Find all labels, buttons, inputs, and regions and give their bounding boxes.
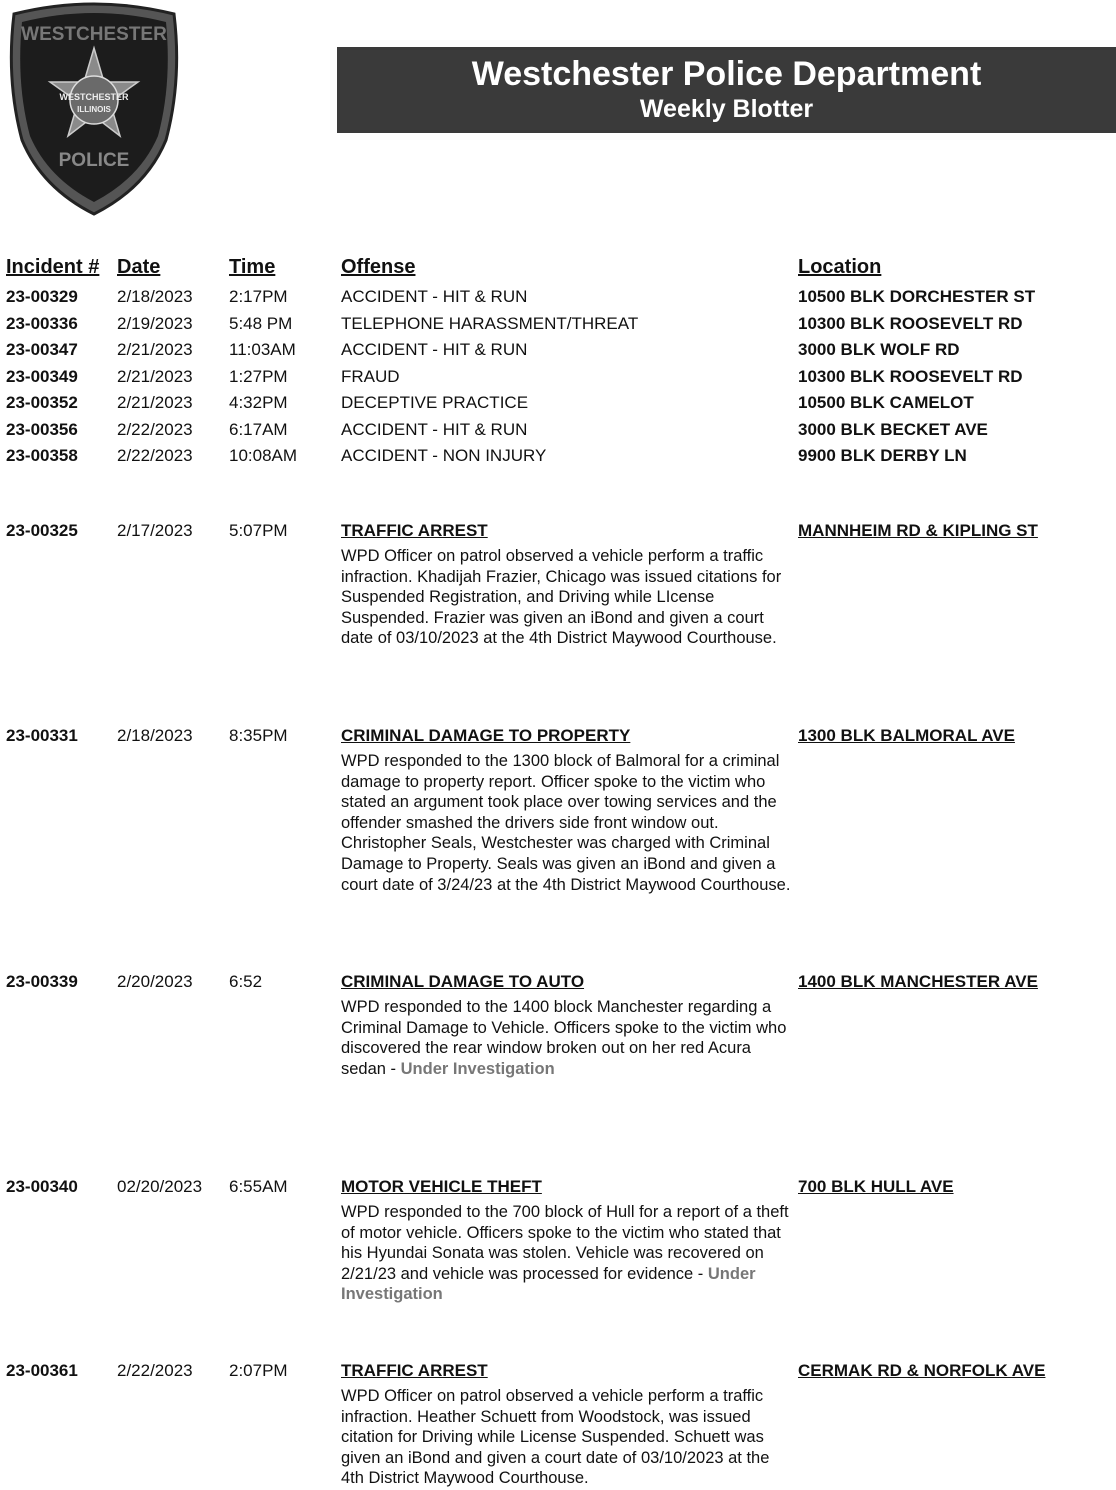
incident-narrative	[341, 1386, 791, 1489]
incident-location: 1400 BLK MANCHESTER AVE	[798, 972, 1038, 991]
incident-time: 2:17PM	[229, 287, 288, 306]
incident-location: 3000 BLK BECKET AVE	[798, 419, 988, 439]
incident-date: 2/22/2023	[117, 446, 193, 465]
title-banner	[337, 47, 1116, 133]
table-row	[0, 392, 1116, 419]
incident-narrative	[341, 751, 791, 895]
incident-number: 23-00352	[6, 393, 78, 412]
incident-date: 2/21/2023	[117, 366, 193, 386]
incident-location: MANNHEIM RD & KIPLING ST	[798, 521, 1038, 540]
narrative-text: WPD Officer on patrol observed a vehicle perform a traffic infraction. Khadijah Frazier, Chicago was issued citations for Suspended Registration, and Driving while LIcense Suspended. Frazier was given an iBond and given a court date of 03/10/2023 at the 4th District Maywood Courthouse.	[341, 547, 782, 648]
narrative-text: WPD responded to the 1300 block of Balmoral for a criminal damage to property report. Officer spoke to the victim who stated an argument took place over towing services and the offender smashed the drivers side front window out. Christopher Seals, Westchester was charged with Criminal Damage to Property. Seals was given an iBond and given a court date of 3/24/23 at the 4th District Maywood Courthouse.	[341, 752, 791, 894]
incident-location: 10300 BLK ROOSEVELT RD	[798, 313, 1023, 333]
incident-time: 11:03AM	[229, 340, 296, 359]
table-row	[0, 445, 1116, 472]
incident-offense: ACCIDENT - HIT & RUN	[341, 419, 528, 439]
incident-narrative	[341, 997, 791, 1079]
incident-offense: ACCIDENT - NON INJURY	[341, 446, 547, 465]
incident-time: 1:27PM	[229, 366, 288, 386]
incident-number: 23-00339	[6, 972, 78, 991]
table-row	[0, 366, 1116, 393]
page-subtitle: Weekly Blotter	[639, 95, 814, 123]
column-header-offense: Offense	[341, 256, 416, 278]
incident-number: 23-00329	[6, 287, 78, 306]
incident-location: 700 BLK HULL AVE	[798, 1177, 954, 1196]
column-header-location: Location	[798, 256, 882, 278]
incident-time: 6:55AM	[229, 1177, 288, 1196]
column-header-time: Time	[229, 256, 276, 278]
summary-table	[0, 286, 1116, 472]
incident-number: 23-00356	[6, 419, 78, 439]
page-title: Westchester Police Department	[471, 55, 982, 93]
narrative-text: WPD Officer on patrol observed a vehicle perform a traffic infraction. Heather Schuett from Woodstock, was issued citation for Driving while License Suspended. Schuett was given an iBond and given a court date of 03/10/2023 at the 4th District Maywood Courthouse.	[341, 1387, 770, 1488]
incident-number: 23-00358	[6, 446, 78, 465]
police-badge-logo	[6, 0, 182, 216]
incident-offense: CRIMINAL DAMAGE TO AUTO	[341, 972, 585, 991]
incident-number: 23-00347	[6, 340, 78, 359]
table-row	[0, 286, 1116, 313]
incident-time: 6:17AM	[229, 419, 288, 439]
incident-location: 1300 BLK BALMORAL AVE	[798, 726, 1015, 745]
detail-entry	[0, 1360, 1116, 1488]
status-text: Under Investigation	[341, 1264, 756, 1304]
incident-date: 02/20/2023	[117, 1177, 203, 1196]
incident-time: 8:35PM	[229, 726, 288, 745]
incident-date: 2/22/2023	[117, 419, 193, 439]
incident-offense: TRAFFIC ARREST	[341, 1361, 488, 1380]
table-row	[0, 313, 1116, 340]
narrative-text: WPD responded to the 1400 block Manchester regarding a Criminal Damage to Vehicle. Officers spoke to the victim who discovered the rear window broken out on her red Acura sedan -	[341, 998, 787, 1078]
detail-entry	[0, 725, 1116, 894]
incident-location: 10500 BLK CAMELOT	[798, 393, 974, 412]
incident-number: 23-00325	[6, 521, 78, 540]
badge-bottom-text: POLICE	[58, 150, 130, 171]
incident-date: 2/17/2023	[117, 521, 193, 540]
incident-offense: TELEPHONE HARASSMENT/THREAT	[341, 313, 639, 333]
incident-location: 9900 BLK DERBY LN	[798, 446, 967, 465]
incident-offense: TRAFFIC ARREST	[341, 521, 488, 540]
status-text: Under Investigation	[400, 1059, 555, 1078]
incident-date: 2/21/2023	[117, 393, 193, 412]
badge-top-text: WESTCHESTER	[21, 24, 167, 45]
incident-number: 23-00349	[6, 366, 78, 386]
incident-number: 23-00361	[6, 1361, 78, 1380]
table-row	[0, 339, 1116, 366]
incident-narrative	[341, 546, 791, 649]
narrative-text: WPD responded to the 700 block of Hull for a report of a theft of motor vehicle. Officers spoke to the victim who stated that his Hyundai Sonata was stolen. Vehicle was recovered on 2/21/23 and vehicle was processed for evidence -	[341, 1203, 789, 1283]
incident-time: 5:07PM	[229, 521, 288, 540]
table-row	[0, 419, 1116, 446]
incident-time: 10:08AM	[229, 446, 298, 465]
incident-time: 4:32PM	[229, 393, 288, 412]
badge-state-text: ILLINOIS	[77, 105, 111, 114]
column-header-date: Date	[117, 256, 161, 278]
incident-number: 23-00340	[6, 1177, 78, 1196]
detail-entry	[0, 520, 1116, 648]
incident-offense: CRIMINAL DAMAGE TO PROPERTY	[341, 726, 631, 745]
incident-date: 2/20/2023	[117, 972, 193, 991]
incident-location: 10500 BLK DORCHESTER ST	[798, 287, 1036, 306]
incident-offense: FRAUD	[341, 366, 400, 386]
incident-number: 23-00331	[6, 726, 78, 745]
detail-entry	[0, 1176, 1116, 1304]
incident-offense: ACCIDENT - HIT & RUN	[341, 340, 528, 359]
column-header-incident: Incident #	[6, 256, 100, 278]
incident-number: 23-00336	[6, 313, 78, 333]
incident-narrative	[341, 1202, 791, 1305]
incident-date: 2/22/2023	[117, 1361, 193, 1380]
incident-time: 5:48 PM	[229, 313, 293, 333]
incident-location: 3000 BLK WOLF RD	[798, 340, 960, 359]
incident-date: 2/19/2023	[117, 313, 193, 333]
incident-location: 10300 BLK ROOSEVELT RD	[798, 366, 1023, 386]
incident-offense: MOTOR VEHICLE THEFT	[341, 1177, 542, 1196]
incident-date: 2/18/2023	[117, 287, 193, 306]
incident-time: 2:07PM	[229, 1361, 288, 1380]
incident-offense: DECEPTIVE PRACTICE	[341, 393, 529, 412]
incident-date: 2/21/2023	[117, 340, 193, 359]
incident-location: CERMAK RD & NORFOLK AVE	[798, 1361, 1046, 1380]
table-header	[0, 256, 1116, 282]
detail-entry	[0, 971, 1116, 1078]
badge-center-text: WESTCHESTER	[59, 92, 129, 102]
incident-offense: ACCIDENT - HIT & RUN	[341, 287, 528, 306]
incident-time: 6:52	[229, 972, 263, 991]
incident-date: 2/18/2023	[117, 726, 193, 745]
